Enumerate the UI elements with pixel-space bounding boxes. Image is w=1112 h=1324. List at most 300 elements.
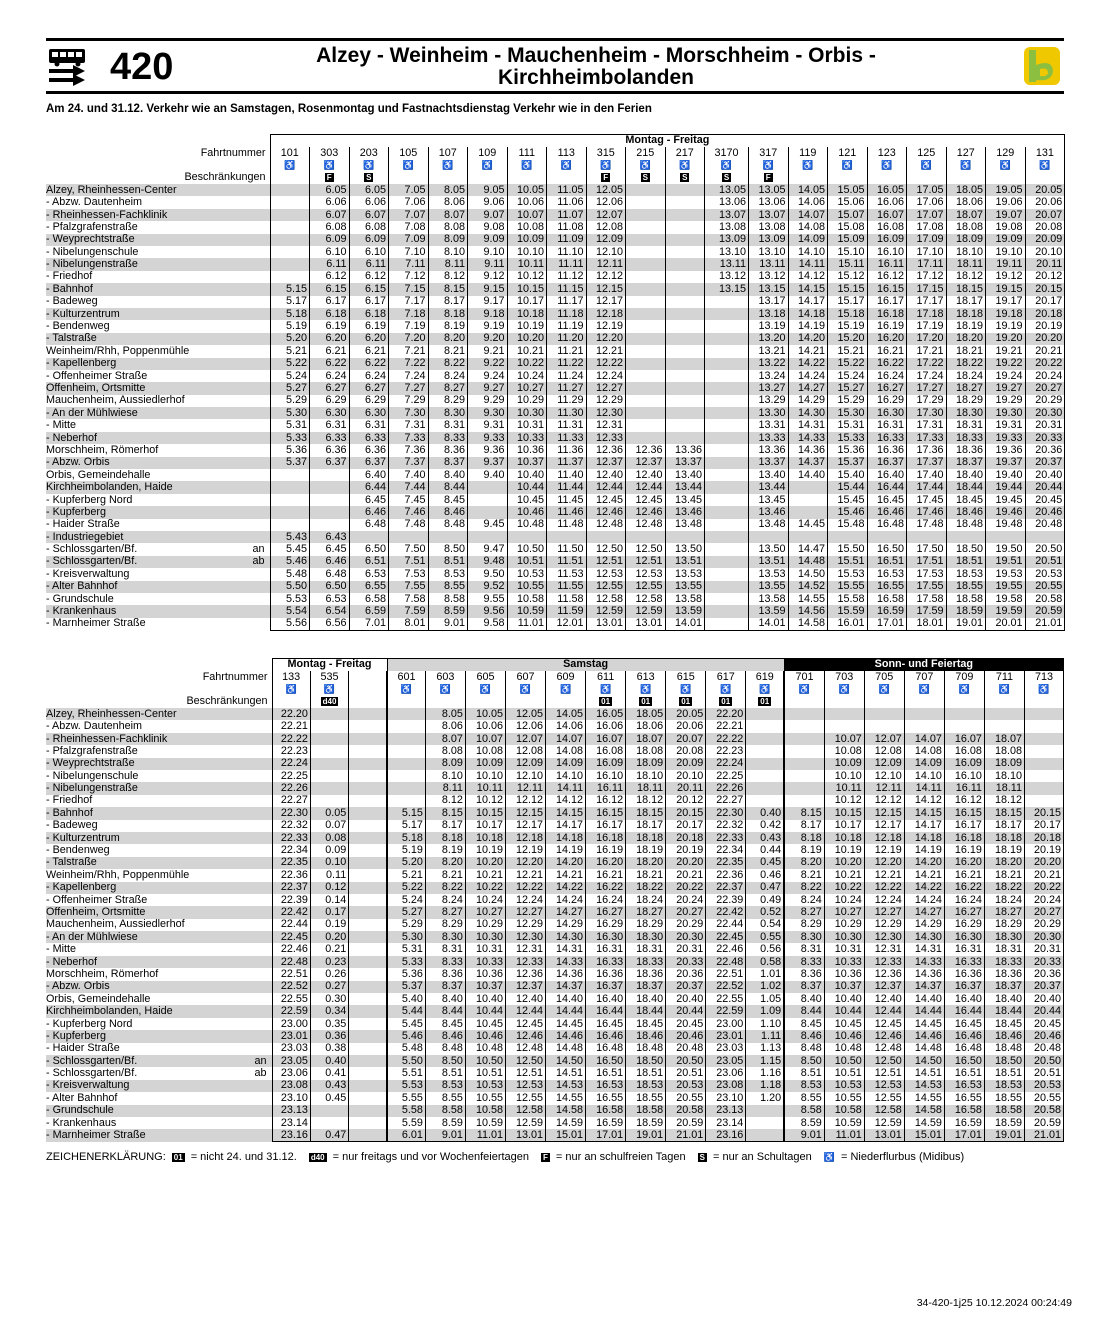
time-cell: 0.19: [310, 919, 348, 931]
time-cell: 7.07: [389, 209, 429, 221]
time-cell: 5.36: [270, 444, 310, 456]
time-cell: 18.20: [946, 333, 986, 345]
stop-name: [46, 1055, 272, 1067]
time-cell: 5.15: [270, 283, 310, 295]
time-cell: 11.11: [547, 258, 587, 270]
time-cell: 23.06: [272, 1067, 310, 1079]
legend-text: = nur an schulfreien Tagen: [555, 1151, 686, 1163]
time-cell: 15.18: [828, 308, 868, 320]
time-cell: 8.19: [784, 844, 824, 856]
time-cell: 18.59: [626, 1117, 666, 1129]
time-cell: 8.09: [428, 234, 468, 246]
time-cell: 14.07: [904, 733, 944, 745]
time-cell: [665, 271, 705, 283]
time-cell: 6.11: [349, 258, 389, 270]
time-cell: 10.12: [824, 795, 864, 807]
stop-name-text: - Friedhof: [46, 270, 93, 283]
time-cell: 9.37: [468, 457, 508, 469]
time-cell: 19.31: [986, 419, 1026, 431]
time-cell: 7.05: [389, 184, 429, 196]
time-cell: 13.30: [749, 407, 789, 419]
time-cell: 9.22: [468, 358, 508, 370]
time-cell: 12.53: [505, 1080, 545, 1092]
legend-text: = Niederflurbus (Midibus): [841, 1151, 965, 1163]
trip-number-label: Fahrtnummer: [200, 146, 266, 159]
time-cell: 5.19: [387, 844, 425, 856]
time-cell: 14.33: [904, 956, 944, 968]
time-cell: [428, 531, 468, 543]
time-cell: 5.27: [270, 382, 310, 394]
time-cell: 5.37: [270, 457, 310, 469]
restriction-s: S: [682, 173, 688, 183]
time-cell: 16.09: [586, 758, 626, 770]
time-cell: 8.51: [784, 1067, 824, 1079]
trip-number: 709: [944, 671, 984, 683]
time-cell: 7.46: [389, 506, 429, 518]
time-cell: [944, 720, 984, 732]
stop-row: [46, 519, 1065, 531]
time-cell: 17.51: [907, 556, 947, 568]
stop-name: [46, 906, 272, 918]
time-cell: 16.21: [867, 345, 907, 357]
time-cell: 16.15: [586, 807, 626, 819]
time-cell: 11.45: [547, 494, 587, 506]
time-cell: 7.22: [389, 358, 429, 370]
time-cell: [828, 531, 868, 543]
time-cell: 20.53: [1025, 568, 1065, 580]
time-cell: 6.09: [310, 234, 350, 246]
time-cell: 7.36: [389, 444, 429, 456]
time-cell: 13.37: [749, 457, 789, 469]
time-cell: [387, 795, 425, 807]
time-cell: 19.46: [986, 506, 1026, 518]
stop-row: [46, 382, 1065, 394]
time-cell: 16.12: [867, 271, 907, 283]
time-cell: 20.17: [1024, 820, 1063, 832]
time-cell: 20.20: [1025, 333, 1065, 345]
time-cell: 13.05: [749, 184, 789, 196]
vehicle-type-cell: [626, 683, 666, 695]
time-cell: 11.33: [547, 432, 587, 444]
time-cell: 16.18: [944, 832, 984, 844]
time-cell: [784, 795, 824, 807]
time-cell: 11.22: [547, 358, 587, 370]
time-cell: [784, 708, 824, 720]
time-cell: 19.58: [986, 593, 1026, 605]
time-cell: [626, 419, 666, 431]
stop-row: [46, 1018, 1064, 1030]
time-cell: [270, 221, 310, 233]
time-cell: 8.40: [784, 993, 824, 1005]
time-cell: 18.31: [984, 943, 1024, 955]
time-cell: 22.51: [706, 968, 746, 980]
time-cell: 19.10: [986, 246, 1026, 258]
time-cell: 5.18: [270, 308, 310, 320]
time-cell: 1.16: [746, 1067, 784, 1079]
time-cell: 16.27: [867, 382, 907, 394]
time-cell: 15.17: [828, 296, 868, 308]
time-cell: [626, 320, 666, 332]
time-cell: 12.09: [864, 758, 904, 770]
stop-row: [46, 209, 1065, 221]
time-cell: 16.40: [586, 993, 626, 1005]
time-cell: 5.50: [387, 1055, 425, 1067]
time-cell: 20.17: [1025, 296, 1065, 308]
time-cell: 15.24: [828, 370, 868, 382]
time-cell: 9.24: [468, 370, 508, 382]
time-cell: 18.22: [984, 882, 1024, 894]
time-cell: 8.18: [428, 308, 468, 320]
time-cell: 20.09: [1025, 234, 1065, 246]
time-cell: 8.20: [784, 857, 824, 869]
time-cell: 8.07: [428, 209, 468, 221]
time-cell: 20.09: [666, 758, 706, 770]
time-cell: 23.08: [272, 1080, 310, 1092]
time-cell: 12.18: [505, 832, 545, 844]
time-cell: 10.37: [507, 457, 547, 469]
time-cell: 12.33: [505, 956, 545, 968]
time-cell: 18.58: [946, 593, 986, 605]
time-cell: 12.53: [626, 568, 666, 580]
time-cell: 12.58: [626, 593, 666, 605]
time-cell: 17.08: [907, 221, 947, 233]
time-cell: 12.27: [586, 382, 626, 394]
time-cell: 8.30: [425, 931, 465, 943]
trip-number: 123: [867, 147, 907, 159]
time-cell: 20.01: [986, 618, 1026, 630]
time-cell: [705, 543, 749, 555]
trip-number: 133: [272, 671, 310, 683]
time-cell: [270, 271, 310, 283]
time-cell: 0.38: [310, 1043, 348, 1055]
time-cell: 5.27: [387, 906, 425, 918]
time-cell: 22.55: [706, 993, 746, 1005]
time-cell: 10.50: [507, 543, 547, 555]
time-cell: 7.48: [389, 519, 429, 531]
time-cell: 20.05: [666, 708, 706, 720]
restriction-cell: [310, 696, 348, 708]
time-cell: [626, 296, 666, 308]
time-cell: 16.20: [944, 857, 984, 869]
time-cell: 18.15: [946, 283, 986, 295]
time-cell: 22.23: [706, 745, 746, 757]
time-cell: 8.29: [428, 395, 468, 407]
time-cell: 20.48: [1025, 519, 1065, 531]
stop-name-text: Morschheim, Römerhof: [46, 444, 159, 456]
time-cell: 20.30: [1025, 407, 1065, 419]
time-cell: 8.22: [428, 358, 468, 370]
time-cell: 19.09: [986, 234, 1026, 246]
stop-name: [46, 981, 272, 993]
low-floor-icon: ♿: [323, 683, 336, 694]
time-cell: 5.20: [270, 333, 310, 345]
time-cell: 23.03: [272, 1043, 310, 1055]
time-cell: 6.20: [310, 333, 350, 345]
time-cell: 5.48: [270, 568, 310, 580]
stop-row: [46, 258, 1065, 270]
restriction-cell: [389, 172, 429, 184]
time-cell: 0.05: [310, 807, 348, 819]
time-cell: 20.18: [1025, 308, 1065, 320]
time-cell: 8.22: [784, 882, 824, 894]
time-cell: 12.07: [505, 733, 545, 745]
time-cell: 12.37: [626, 457, 666, 469]
time-cell: [349, 931, 387, 943]
time-cell: [705, 469, 749, 481]
time-cell: 10.29: [507, 395, 547, 407]
time-cell: [705, 531, 749, 543]
time-cell: 16.12: [586, 795, 626, 807]
time-cell: 8.06: [425, 720, 465, 732]
time-cell: [349, 745, 387, 757]
time-cell: 18.08: [626, 745, 666, 757]
time-cell: 20.24: [666, 894, 706, 906]
time-cell: 19.20: [986, 333, 1026, 345]
time-cell: 0.30: [310, 993, 348, 1005]
time-cell: 22.59: [706, 1005, 746, 1017]
time-cell: 20.45: [1024, 1018, 1063, 1030]
time-cell: 10.50: [465, 1055, 505, 1067]
time-cell: 20.50: [666, 1055, 706, 1067]
time-cell: [824, 720, 864, 732]
wheelchair-icon: ♿: [878, 683, 890, 694]
time-cell: 18.55: [626, 1092, 666, 1104]
time-cell: 20.12: [1025, 271, 1065, 283]
time-cell: 8.01: [389, 618, 429, 630]
time-cell: 16.59: [586, 1117, 626, 1129]
time-cell: 14.55: [788, 593, 828, 605]
time-cell: 0.40: [310, 1055, 348, 1067]
time-cell: 18.55: [946, 581, 986, 593]
wheelchair-icon: ♿: [920, 159, 932, 170]
time-cell: 8.06: [428, 196, 468, 208]
time-cell: 14.10: [546, 770, 586, 782]
trip-number: 101: [270, 147, 310, 159]
time-cell: 15.06: [828, 196, 868, 208]
time-cell: 20.30: [666, 931, 706, 943]
time-cell: 11.53: [547, 568, 587, 580]
restriction-s: S: [723, 173, 730, 183]
stop-name: [46, 1117, 272, 1129]
time-cell: 18.48: [946, 519, 986, 531]
restriction-cell: [349, 172, 389, 184]
stop-row: [46, 1105, 1064, 1117]
time-cell: 12.40: [626, 469, 666, 481]
restriction-cell: [507, 172, 547, 184]
time-cell: 16.37: [867, 457, 907, 469]
time-cell: [746, 758, 784, 770]
time-cell: 0.35: [310, 1018, 348, 1030]
time-cell: 17.40: [907, 469, 947, 481]
time-cell: 6.21: [310, 345, 350, 357]
time-cell: 12.55: [586, 581, 626, 593]
time-cell: [389, 531, 429, 543]
time-cell: 7.17: [389, 296, 429, 308]
time-cell: 18.09: [984, 758, 1024, 770]
time-cell: [746, 795, 784, 807]
time-cell: 5.30: [270, 407, 310, 419]
time-cell: [310, 494, 350, 506]
time-cell: [665, 234, 705, 246]
stop-name-text: - An der Mühlwiese: [46, 931, 138, 943]
time-cell: 16.59: [867, 605, 907, 617]
stop-name-text: - Weyprechtstraße: [46, 233, 135, 246]
time-cell: [705, 370, 749, 382]
time-cell: 12.21: [864, 869, 904, 881]
time-cell: 15.33: [828, 432, 868, 444]
time-cell: 12.45: [864, 1018, 904, 1030]
time-cell: 19.01: [626, 1129, 666, 1141]
time-cell: 6.05: [349, 184, 389, 196]
time-cell: 20.31: [1024, 943, 1063, 955]
time-cell: 16.55: [867, 581, 907, 593]
time-cell: 20.50: [1024, 1055, 1063, 1067]
time-cell: 7.37: [389, 457, 429, 469]
time-cell: 0.36: [310, 1030, 348, 1042]
time-cell: 18.59: [984, 1117, 1024, 1129]
time-cell: 16.31: [944, 943, 984, 955]
stop-name: [46, 333, 270, 345]
stop-name: [46, 857, 272, 869]
stop-row: [46, 308, 1065, 320]
time-cell: [349, 1129, 387, 1141]
time-cell: 18.37: [946, 457, 986, 469]
time-cell: [270, 184, 310, 196]
time-cell: 18.51: [626, 1067, 666, 1079]
stop-row: [46, 568, 1065, 580]
stop-row: [46, 981, 1064, 993]
time-cell: 10.11: [465, 782, 505, 794]
time-cell: 22.46: [706, 943, 746, 955]
time-cell: 6.56: [310, 618, 350, 630]
stop-name: [46, 221, 270, 233]
wheelchair-icon: ♿: [1039, 159, 1051, 170]
stop-row: [46, 531, 1065, 543]
time-cell: 7.09: [389, 234, 429, 246]
time-cell: 6.07: [349, 209, 389, 221]
time-cell: 0.27: [310, 981, 348, 993]
time-cell: 12.53: [864, 1080, 904, 1092]
time-cell: 10.55: [824, 1092, 864, 1104]
time-cell: 10.36: [465, 968, 505, 980]
stop-row: [46, 481, 1065, 493]
time-cell: 19.55: [986, 581, 1026, 593]
trip-number: 609: [546, 671, 586, 683]
time-cell: 19.59: [986, 605, 1026, 617]
stop-row: [46, 246, 1065, 258]
stop-name-text: Mauchenheim, Aussiedlerhof: [46, 918, 185, 931]
time-cell: 18.40: [984, 993, 1024, 1005]
time-cell: 0.43: [310, 1080, 348, 1092]
vehicle-type-cell: [828, 159, 868, 171]
icon-row-label: [46, 683, 272, 695]
time-cell: 16.40: [944, 993, 984, 1005]
time-cell: 20.48: [666, 1043, 706, 1055]
time-cell: 18.50: [946, 543, 986, 555]
time-cell: [468, 481, 508, 493]
time-cell: 10.20: [507, 333, 547, 345]
time-cell: 14.58: [904, 1105, 944, 1117]
time-cell: 13.48: [665, 519, 705, 531]
wheelchair-icon: ♿: [639, 159, 651, 170]
time-cell: 18.18: [626, 832, 666, 844]
time-cell: 17.05: [907, 184, 947, 196]
time-cell: 21.01: [1024, 1129, 1063, 1141]
stop-row: [46, 782, 1064, 794]
time-cell: 6.55: [349, 581, 389, 593]
time-cell: 14.36: [904, 968, 944, 980]
time-cell: 20.15: [666, 807, 706, 819]
time-cell: [705, 407, 749, 419]
time-cell: 8.55: [784, 1092, 824, 1104]
time-cell: 6.09: [349, 234, 389, 246]
time-cell: 0.26: [310, 968, 348, 980]
time-cell: [626, 234, 666, 246]
time-cell: 14.31: [904, 943, 944, 955]
time-cell: [310, 795, 348, 807]
time-cell: [270, 481, 310, 493]
time-cell: 15.53: [828, 568, 868, 580]
time-cell: 0.07: [310, 820, 348, 832]
time-cell: 16.29: [586, 919, 626, 931]
stop-name: [46, 543, 270, 555]
time-cell: 14.11: [546, 782, 586, 794]
time-cell: 22.35: [706, 857, 746, 869]
vehicle-type-cell: [505, 683, 545, 695]
time-cell: 10.53: [507, 568, 547, 580]
time-cell: 20.58: [1024, 1105, 1063, 1117]
time-cell: 10.30: [824, 931, 864, 943]
time-cell: 10.05: [507, 184, 547, 196]
time-cell: 14.47: [788, 543, 828, 555]
time-cell: 15.58: [828, 593, 868, 605]
time-cell: 9.01: [428, 618, 468, 630]
time-cell: 9.45: [468, 519, 508, 531]
wheelchair-icon: ♿: [519, 683, 532, 694]
time-cell: 8.58: [425, 1105, 465, 1117]
time-cell: 12.40: [586, 469, 626, 481]
time-cell: 20.30: [1024, 931, 1063, 943]
stop-name: [46, 184, 270, 196]
vehicle-type-cell: [547, 159, 587, 171]
trip-number: 707: [904, 671, 944, 683]
time-cell: 20.40: [1024, 993, 1063, 1005]
time-cell: 16.06: [867, 196, 907, 208]
time-cell: 9.05: [468, 184, 508, 196]
time-cell: [705, 494, 749, 506]
time-cell: 16.18: [586, 832, 626, 844]
time-cell: 22.55: [272, 993, 310, 1005]
time-cell: 12.45: [505, 1018, 545, 1030]
time-cell: 12.15: [864, 807, 904, 819]
stop-row: [46, 358, 1065, 370]
time-cell: 16.10: [944, 770, 984, 782]
time-cell: [626, 308, 666, 320]
time-cell: 18.44: [946, 481, 986, 493]
time-cell: 12.59: [626, 605, 666, 617]
time-cell: 16.51: [944, 1067, 984, 1079]
time-cell: 10.15: [465, 807, 505, 819]
time-cell: 16.19: [944, 844, 984, 856]
time-cell: 8.07: [425, 733, 465, 745]
time-cell: 13.10: [705, 246, 749, 258]
time-cell: 17.18: [907, 308, 947, 320]
time-cell: 10.53: [465, 1080, 505, 1092]
stop-row: [46, 906, 1064, 918]
time-cell: 18.40: [946, 469, 986, 481]
stop-name-text: Alzey, Rheinhessen-Center: [46, 184, 177, 196]
time-cell: [349, 993, 387, 1005]
